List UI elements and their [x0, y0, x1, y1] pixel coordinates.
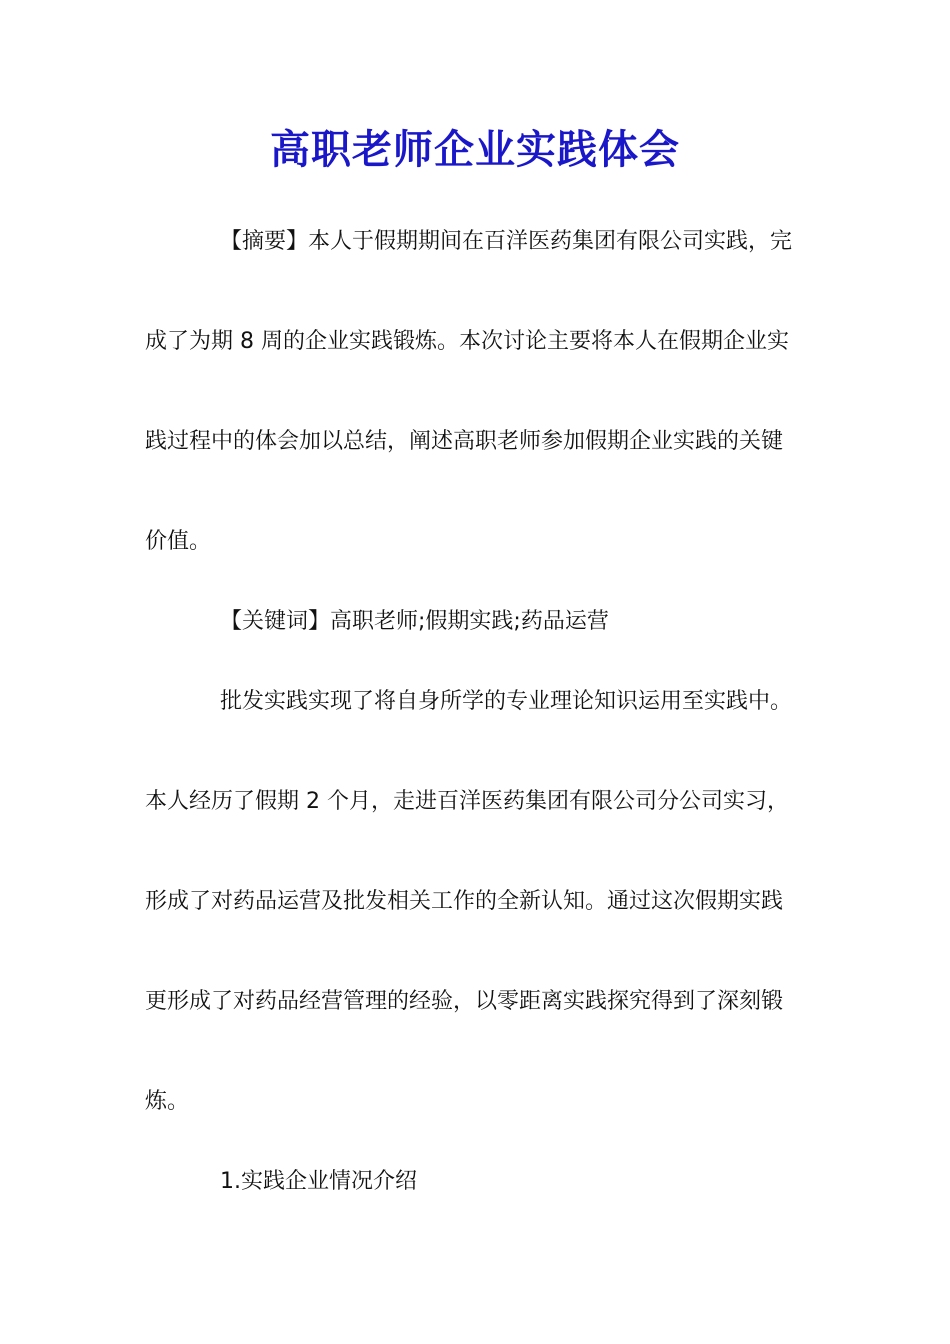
abstract-line-3: 践过程中的体会加以总结，阐述高职老师参加假期企业实践的关键 — [145, 429, 784, 454]
document-title: 高职老师企业实践体会 — [270, 126, 680, 173]
abstract-line-1: 【摘要】本人于假期期间在百洋医药集团有限公司实践，完 — [220, 229, 793, 254]
section-heading: 1.实践企业情况介绍 — [220, 1169, 417, 1194]
abstract-line-4: 价值。 — [145, 529, 212, 554]
body-line-4: 更形成了对药品经营管理的经验，以零距离实践探究得到了深刻锻 — [145, 989, 784, 1014]
body-line-2: 本人经历了假期 2 个月，走进百洋医药集团有限公司分公司实习， — [145, 789, 789, 814]
keywords-line: 【关键词】高职老师;假期实践;药品运营 — [220, 609, 609, 634]
body-line-3: 形成了对药品运营及批发相关工作的全新认知。通过这次假期实践 — [145, 889, 784, 914]
abstract-line-2: 成了为期 8 周的企业实践锻炼。本次讨论主要将本人在假期企业实 — [145, 329, 789, 354]
body-line-5: 炼。 — [145, 1089, 190, 1114]
body-line-1: 批发实践实现了将自身所学的专业理论知识运用至实践中。 — [220, 689, 793, 714]
